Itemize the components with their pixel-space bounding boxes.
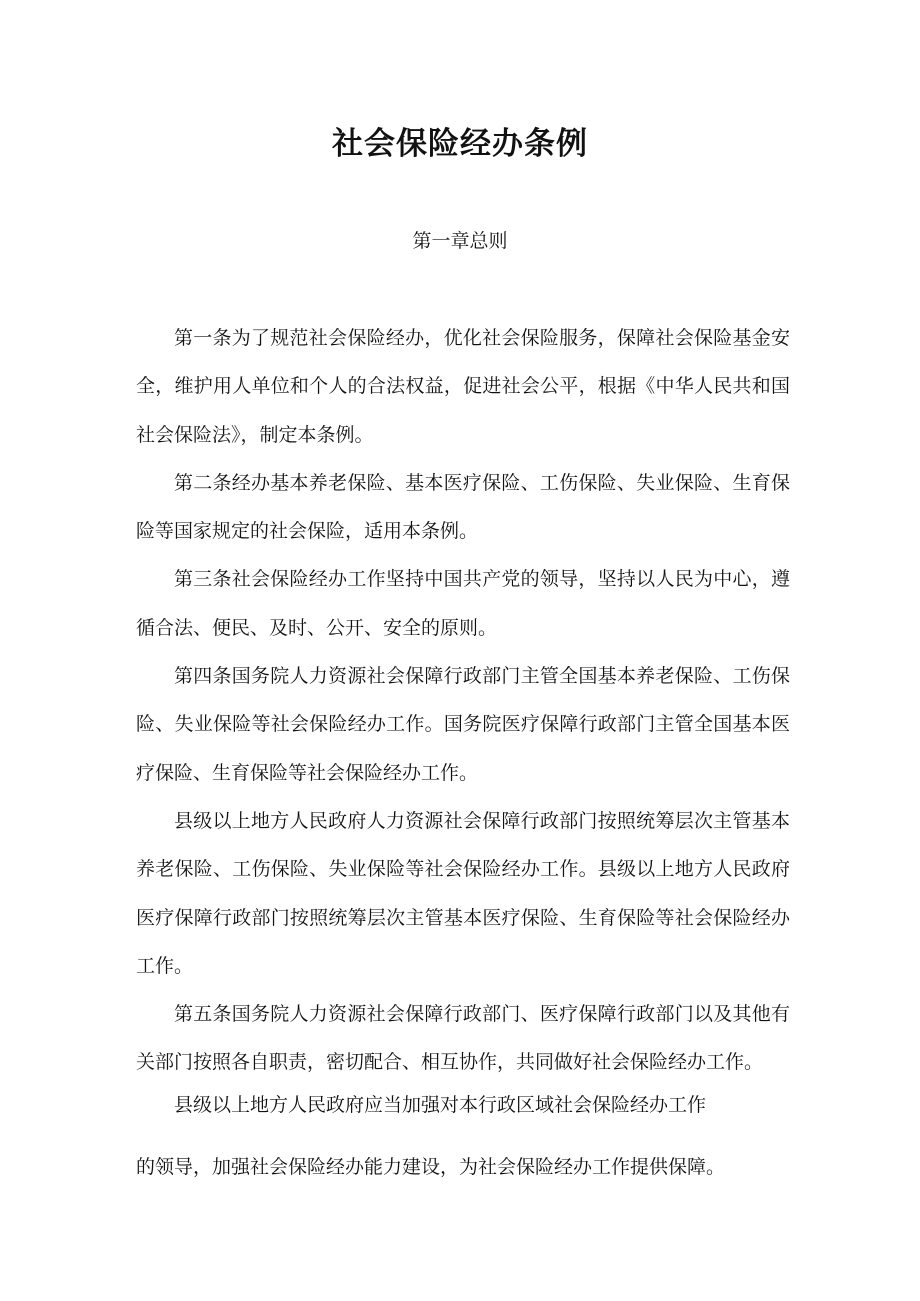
article-3-paragraph: 第三条社会保险经办工作坚持中国共产党的领导，坚持以人民为中心，遵循合法、便民、及时、公开、安全的原则。 (136, 568, 790, 639)
article-4-paragraph-2: 县级以上地方人民政府人力资源社会保障行政部门按照统筹层次主管基本养老保险、工伤保险、失业保险等社会保险经办工作。县级以上地方人民政府医疗保障行政部门按照统筹层次主管基本医疗保险、生育保险等社会保险经办工作。 (136, 809, 790, 977)
chapter-heading: 第一章总则 (412, 230, 508, 252)
article-4-paragraph: 第四条国务院人力资源社会保障行政部门主管全国基本养老保险、工伤保险、失业保险等社会保险经办工作。国务院医疗保障行政部门主管全国基本医疗保险、生育保险等社会保险经办工作。 (136, 665, 790, 784)
article-5-paragraph-2-continued: 的领导，加强社会保险经办能力建设，为社会保险经办工作提供保障。 (136, 1155, 726, 1178)
article-2-paragraph: 第二条经办基本养老保险、基本医疗保险、工伤保险、失业保险、生育保险等国家规定的社会保险，适用本条例。 (136, 471, 790, 543)
article-1-paragraph: 第一条为了规范社会保险经办，优化社会保险服务，保障社会保险基金安全，维护用人单位和个人的合法权益，促进社会公平，根据《中华人民共和国社会保险法》，制定本条例。 (136, 327, 790, 446)
article-5-paragraph-2: 县级以上地方人民政府应当加强对本行政区域社会保险经办工作 (174, 1093, 707, 1116)
article-5-paragraph: 第五条国务院人力资源社会保障行政部门、医疗保障行政部门以及其他有关部门按照各自职责，密切配合、相互协作，共同做好社会保险经办工作。 (136, 1003, 790, 1074)
document-title: 社会保险经办条例 (332, 126, 588, 162)
document-body (136, 314, 790, 1191)
